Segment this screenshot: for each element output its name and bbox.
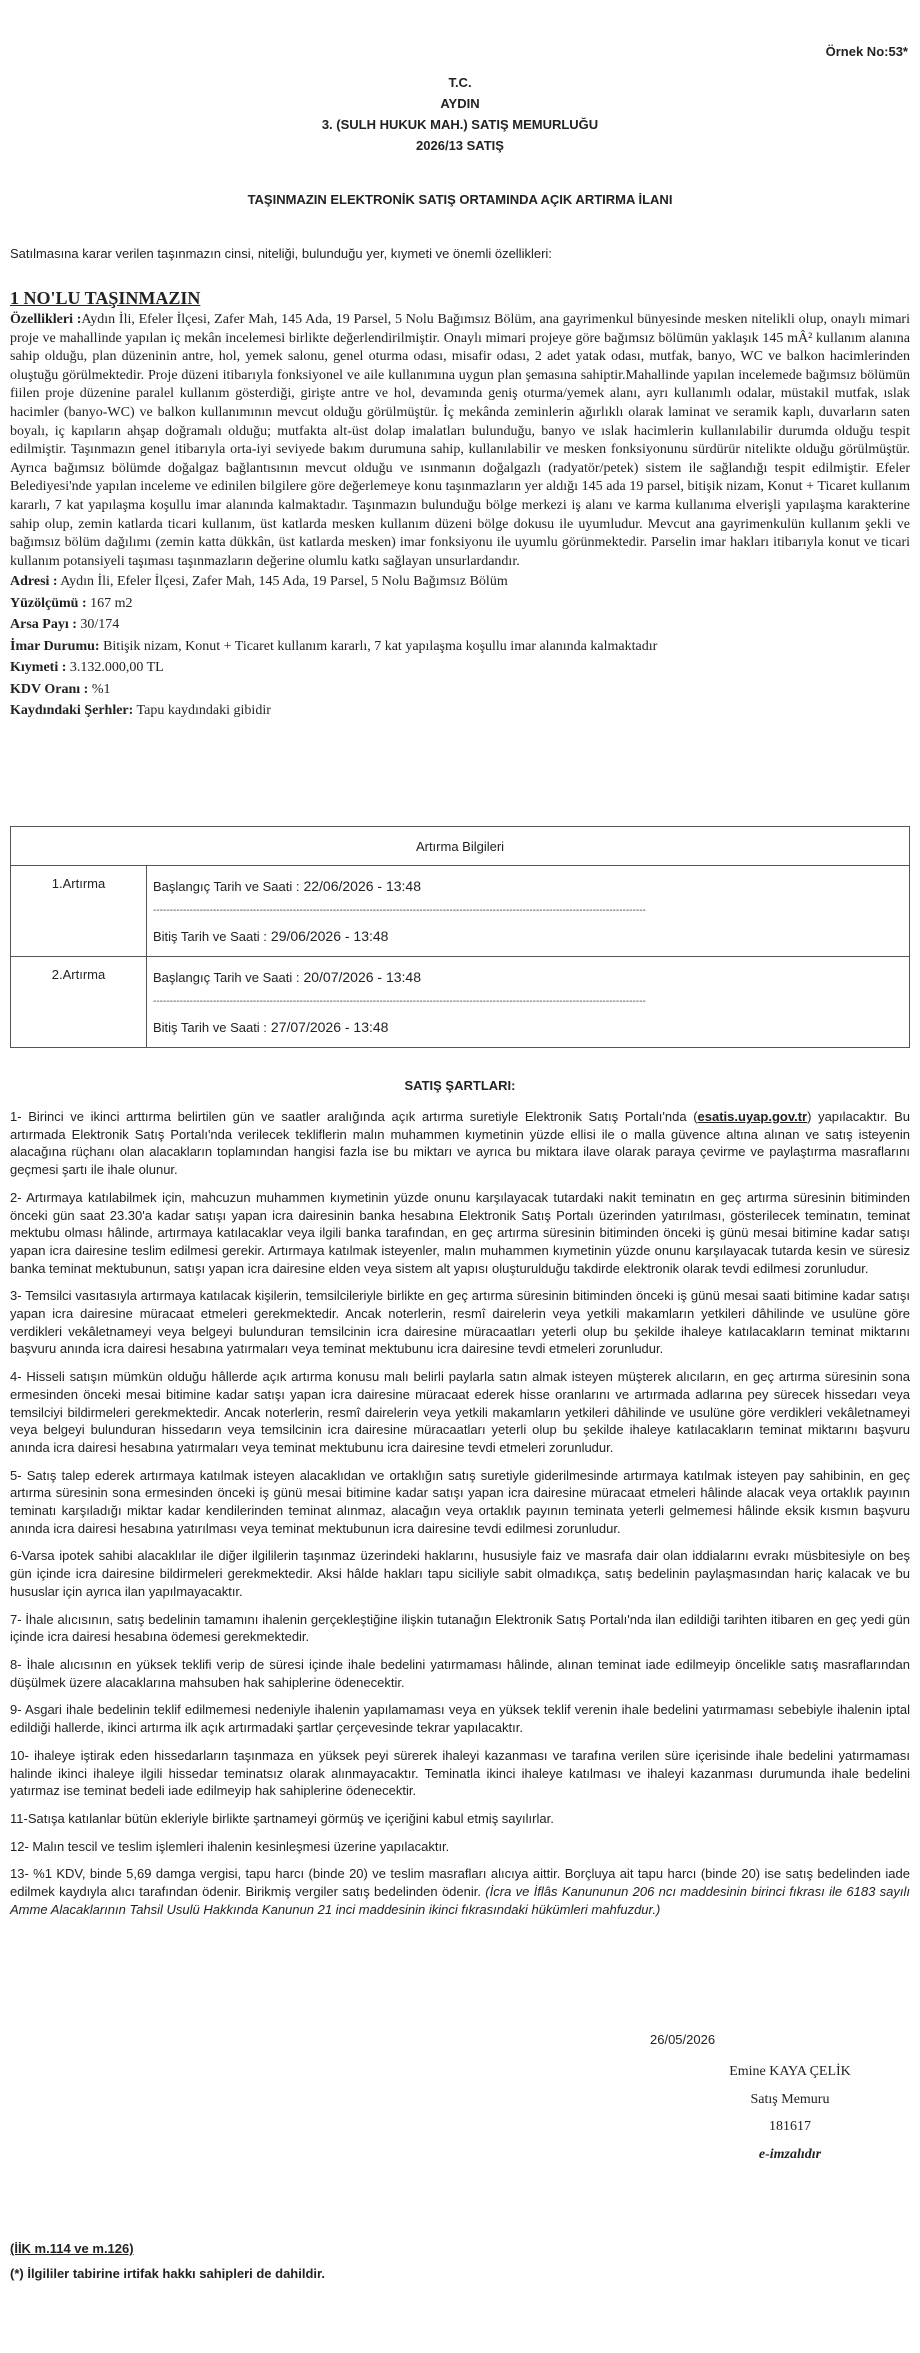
term-1 — [10, 1108, 910, 1179]
auction-2-label: 2.Artırma — [11, 957, 147, 1048]
term-8: 8- İhale alıcısının en yüksek teklifi verip de süresi içinde ihale bedelini yatırmaması hâlinde, alınan teminat iade edilmeyip öncelikle satış masraflarından düşülmek üzere alacaklarına mahsuben hak sahiplerine ödenecektir. — [10, 1656, 910, 1690]
term-12: 12- Malın tescil ve teslim işlemleri ihalenin kesinleşmesi üzerine yapılacaktır. — [10, 1838, 450, 1854]
start-label: Başlangıç Tarih ve Saati : — [153, 878, 300, 894]
officer-sicil: 181617 — [769, 2119, 811, 2134]
term-11: 11-Satışa katılanlar bütün ekleriyle birlikte şartnameyi görmüş ve içeriğini kabul etmiş sayılırlar. — [10, 1810, 554, 1826]
features-text: Aydın İli, Efeler İlçesi, Zafer Mah, 145 Ada, 19 Parsel, 5 Nolu Bağımsız Bölüm, ana gayrimenkul bünyesinde mesken nitelikli olup, onaylı mimari proje ve mahallinde yapılan iç mekân incelemesi birlikte değerlendirilmiştir. Onaylı mimari projeye göre bağımsız bölümün yaklaşık 145 mÂ² kullanım alanına sahip olduğu, plan düzeninin antre, hol, yemek salonu, genel oturma odası, misafir odası, 2 adet yatak odası, mutfak, banyo, WC ve balkon hacimlerinden oluştuğu görülmektedir. Proje düzeni itibarıyla fonksiyonel ve aile kullanımına uygun plan şemasına sahiptir.Mahallinde yapılan incelemede bağımsız bölümün fiilen proje düzenine paralel kullanım gösterdiği, girişte antre ve hol, devamında geniş oturma/yemek alanı, ayrı kullanımlı odalar, müstakil mutfak, ıslak hacimler (banyo-WC) ve balkon kullanımının mevcut olduğu görülmüştür. İç mekânda zeminlerin ağırlıklı olarak laminat ve seramik kaplı, duvarların saten boyalı, iç kapıların ahşap doğramalı olduğu; mutfakta alt-üst dolap imalatları bulunduğu, banyo ve ıslak hacimlerin kullanılabilir durumda olduğu tespit edilmiştir. Taşınmazın genel itibarıyla orta-iyi seviyede bakım durumuna sahip, kullanılabilir ve mesken fonksiyonunu sürdürür nitelikte olduğu görülmüştür. Ayrıca bağımsız bölümde doğalgaz bağlantısının mevcut olduğu ve ısınmanın doğalgazlı (radyatör/petek) sistem ile sağlandığı tespit edilmiştir. Efeler Belediyesi'nde yapılan inceleme ve edinilen bilgilere göre değerlemeye konu taşınmazların yer aldığı 145 ada 19 parsel, bitişik nizam, Konut + Ticaret kullanım kararlı, 7 kat yapılaşma koşullu imar alanında kalmaktadır. Taşınmazın bulunduğu bölge merkezi iş alanı ve karma kullanıma elverişli yapılaşma karakterine sahip olup, zemin katlarda ticari kullanım, üst katlarda mesken kullanım düzeni bölge dokusu ile uyumludur. Mevcut ana gayrimenkulün kullanım şekli ve bağımsız bölüm dağılımı (zemin katta dükkân, üst katlarda mesken) imar fonksiyonu ile uyumlu görünmektedir. Parselin imar hakları itibarıyla konut ve ticari kullanım potansiyeli taşıması taşınmazların değerine olumlu katkı sağlayan unsurlardandır. — [10, 312, 910, 569]
footnote: (*) İlgililer tabirine irtifak hakkı sahipleri de dahildir. — [10, 2266, 325, 2281]
term-1-before: 1- Birinci ve ikinci arttırma belirtilen gün ve saatler aralığında açık artırma suretiyle Elektronik Satış Portalı'nda ( — [10, 1109, 698, 1124]
terms-title: SATIŞ ŞARTLARI: — [404, 1078, 516, 1093]
address-label: Adresi : — [10, 574, 58, 590]
area-label: Yüzölçümü : — [10, 595, 87, 611]
property-share — [10, 614, 910, 636]
vat-value: %1 — [88, 681, 111, 697]
term-13-italic: (İcra ve İflâs Kanununun 206 ncı maddesinin birinci fıkrası ile 6183 sayılı Amme Alacaklarının Tahsil Usulü Hakkında Kanunun 21 inci maddesinin ikinci fıkrasındaki hükümleri mahfuzdur.) — [10, 1884, 910, 1917]
notice-date: 26/05/2026 — [650, 2032, 716, 2047]
auction-1-end — [153, 916, 909, 956]
property-vat — [10, 679, 910, 701]
end-label: Bitiş Tarih ve Saati : — [153, 928, 267, 944]
address-value: Aydın İli, Efeler İlçesi, Zafer Mah, 145 Ada, 19 Parsel, 5 Nolu Bağımsız Bölüm — [57, 574, 508, 590]
property-features — [10, 311, 910, 571]
office-heading — [0, 72, 920, 156]
terms-section — [10, 1108, 910, 1928]
intro-text: Satılmasına karar verilen taşınmazın cinsi, niteliği, bulunduğu yer, kıymeti ve önemli özellikleri: — [10, 246, 552, 261]
term-9: 9- Asgari ihale bedelinin teklif edilmemesi nedeniyle ihalenin yapılamaması veya en yüksek teklif verenin ihale bedelini yatırmaması sebebiyle ihalenin iptal edildiği hallerde, ikinci artırma ilk açık artırmadaki şartlar çerçevesinde tekrar yapılacaktır. — [10, 1702, 910, 1736]
encumbrance-label: Kaydındaki Şerhler: — [10, 703, 134, 719]
term-5: 5- Satış talep ederek artırmaya katılmak isteyen alacaklıdan ve ortaklığın satış suretiyle giderilmesinde artırmaya katılmak isteyen pay sahibinin, en geç artırma süresinin sona ermesinden önceki iş günü mesai bitimine kadar satışı yapan icra dairesine müracaat etmeleri hâlinde alacak veya ortaklık payının teminatı karşıladığı miktar kadar kendilerinden teminat alınmaz, alacağın veya ortaklık payının teminata yeterli gelmemesi hâlinde eksik kısmın başvuru anında icra dairesi hesabına yatırılması veya teminat mektubunun icra dairesine tevdi edilmesi zorunludur. — [10, 1467, 910, 1536]
office-label: 3. (SULH HUKUK MAH.) SATIŞ MEMURLUĞU — [321, 117, 599, 132]
signature-block — [670, 2058, 910, 2168]
file-number: 2026/13 SATIŞ — [416, 138, 504, 153]
auction-row-1 — [11, 866, 910, 957]
term-2: 2- Artırmaya katılabilmek için, mahcuzun muhammen kıymetinin yüzde onunu karşılayacak tutardaki nakit teminatın en geç artırma süresinin bitiminden önceki gün saat 23.30'a kadar satışı yapan icra dairesinin banka hesabına Elektronik Satış Portalı üzerinden yatırılması, gösterilecek teminatın, teminat mektubu olması hâlinde, artırmaya katılacaklar veya ilgili banka tarafından, en geç artırma süresinin bitiminden önceki iş günü mesai bitimine kadar satışı yapan icra dairesine teslim edilmesi gerekir. Artırmaya katılmak isteyenler, malın muhammen kıymetinin yüzde onunu karşılayacak tutarda kesin ve süresiz banka teminat mektubunun, satışı yapan icra dairesine elden veya sistem alt yapısı oluşturulduğu takdirde elektronik olarak tevdi edilmesi zorunludur. — [10, 1189, 910, 1276]
area-value: 167 m2 — [86, 595, 133, 611]
term-6: 6-Varsa ipotek sahibi alacaklılar ile diğer ilgililerin taşınmaz üzerindeki haklarını, hususiyle faiz ve masrafa dair olan iddialarını evrakı müsbitesiyle on beş gün içinde icra dairesine bildirmeleri gerekmektedir. Aksi hâlde hakları tapu siciliyle sabit olmadıkça, satış bedelinin paylaşmasından hariç kalacak ve bu hususlar için ayrıca ilan yapılmayacaktır. — [10, 1548, 910, 1599]
end-label: Bitiş Tarih ve Saati : — [153, 1019, 267, 1035]
auction-1-label: 1.Artırma — [11, 866, 147, 957]
country-label: T.C. — [448, 75, 472, 90]
auction-2-end — [153, 1007, 909, 1047]
e-signature-label: e-imzalıdır — [758, 2146, 822, 2162]
zoning-value: Bitişik nizam, Konut + Ticaret kullanım kararlı, 7 kat yapılaşma koşullu imar alanında kalmaktadır — [99, 638, 658, 654]
portal-link[interactable]: esatis.uyap.gov.tr — [697, 1109, 808, 1124]
zoning-label: İmar Durumu: — [10, 638, 100, 654]
officer-role: Satış Memuru — [750, 2091, 830, 2107]
separator-line: ---------------------------------------------------------------------------------------------------------------------------------------------------- — [153, 997, 646, 1007]
law-reference: (İİK m.114 ve m.126) — [10, 2241, 134, 2256]
sample-number: Örnek No:53* — [825, 44, 908, 59]
auction-1-end-value: 29/06/2026 - 13:48 — [270, 928, 389, 944]
term-1-after: ) yapılacaktır. Bu artırmada Elektronik Satış Portalı'nda verilecek tekliflerin malın muhammen kıymetinin yüzde ellisi ile o malla güvence altına alınan ve satış isteyenin alacağına rüçhanı olan alacakların toplamından hangisi fazla ise bu miktarı ve ayrıca bu miktara ilave olarak paraya çevirme ve paylaştırma masraflarını geçmesi şartı ile ihale olunur. — [10, 1109, 910, 1178]
auction-table-header: Artırma Bilgileri — [11, 827, 910, 866]
auction-2-start-value: 20/07/2026 - 13:48 — [303, 969, 421, 985]
auction-row-2 — [11, 957, 910, 1048]
value-amount: 3.132.000,00 TL — [66, 660, 164, 676]
separator-line: ---------------------------------------------------------------------------------------------------------------------------------------------------- — [153, 906, 646, 916]
vat-label: KDV Oranı : — [10, 681, 89, 697]
officer-name: Emine KAYA ÇELİK — [729, 2064, 851, 2079]
auction-1-start — [153, 866, 909, 906]
start-label: Başlangıç Tarih ve Saati : — [153, 969, 300, 985]
features-label: Özellikleri : — [10, 312, 82, 327]
property-encumbrance — [10, 700, 910, 722]
value-label: Kıymeti : — [10, 660, 67, 676]
property-section — [10, 286, 910, 722]
encumbrance-value: Tapu kaydındaki gibidir — [133, 703, 271, 719]
auction-2-end-value: 27/07/2026 - 13:48 — [270, 1019, 389, 1035]
auction-table-header-row — [11, 827, 910, 866]
auction-2-dates — [147, 957, 910, 1048]
term-7: 7- İhale alıcısının, satış bedelinin tamamını ihalenin gerçekleştiğine ilişkin tutanağın Elektronik Satış Portalı'nda ilan edildiği tarihten itibaren en geç yedi gün içinde icra dairesi hesabına ödemesi gerekmektedir. — [10, 1611, 910, 1645]
term-3: 3- Temsilci vasıtasıyla artırmaya katılacak kişilerin, temsilcileriyle birlikte en geç artırma süresinin bitiminden önceki iş günü mesai saati bitimine kadar satışı yapan icra dairesine müracaat etmeleri gerekmektedir. Ancak noterlerin, resmî dairelerin veya yetkili makamların yetkileri dâhilinde ve usulüne göre verdikleri vekâletnameyi veya belgeyi bulunduran temsilcinin icra dairesine müracaatları yeterli olup bu şekilde ihaleye katılacakların teminat miktarını başvuru anında icra dairesi hesabına yatırmaları veya teminat mektubunu icra dairesine tevdi etmeleri zorunludur. — [10, 1288, 910, 1357]
property-value — [10, 657, 910, 679]
auction-1-dates — [147, 866, 910, 957]
term-13-text: 13- %1 KDV, binde 5,69 damga vergisi, tapu harcı (binde 20) ve teslim masrafları alıcıya aittir. Borçluya ait tapu harcı (binde 20) ise satış bedelinden iade edilmek kaydıyla alıcı tarafından ödenir. Birikmiş vergiler satış bedelinden ödenir. — [10, 1866, 910, 1900]
auction-2-start — [153, 957, 909, 997]
property-address — [10, 571, 910, 593]
property-zoning — [10, 636, 910, 658]
auction-1-start-value: 22/06/2026 - 13:48 — [303, 878, 421, 894]
term-13 — [10, 1865, 910, 1918]
term-10: 10- ihaleye iştirak eden hissedarların taşınmaza en yüksek peyi sürerek ihaleyi kazanması ve tarafına verilen süre içerisinde ihale bedelini yatırmaması halinde ikinci ihaleye ilgili hissedar teminatsız olarak alınmayacaktır. Teminatla ikinci ihaleye katılması ve ihaleyi kazanması durumunda ihale bedelini yatırmaz ise teminat bedeli iade edilmeyip hak sahiplerine ödenecektir. — [10, 1747, 910, 1799]
property-area — [10, 593, 910, 615]
page-title: TAŞINMAZIN ELEKTRONİK SATIŞ ORTAMINDA AÇIK ARTIRMA İLANI — [247, 192, 673, 207]
city-label: AYDIN — [440, 96, 480, 111]
share-value: 30/174 — [76, 617, 120, 633]
share-label: Arsa Payı : — [10, 617, 77, 633]
property-heading: 1 NO'LU TAŞINMAZIN — [10, 288, 201, 308]
term-4: 4- Hisseli satışın mümkün olduğu hâllerde açık artırma konusu malı belirli paylarla satın almak isteyen müşterek alıcıların, en geç artırma süresinin sona ermesinden önceki mesai bitimine kadar satışı yapan icra dairesine müracaat ederek hisse oranlarını ve artırmada adlarına pey sürecek hissedarı veya temsilciyi bildirmeleri gerekmektedir. Ancak noterlerin, resmî dairelerin veya yetkili makamların yetkileri dâhilinde ve usulüne göre verdikleri vekâletnameyi veya belgeyi bulunduran hissedarın veya temsilcinin icra dairesine müracaatları yeterli olup bu şekilde ihaleye katılacakların teminat miktarını başvuru anında icra dairesi hesabına yatırmaları veya teminat mektubunu icra dairesine tevdi etmeleri zorunludur. — [10, 1369, 910, 1455]
auction-table — [10, 826, 910, 1048]
